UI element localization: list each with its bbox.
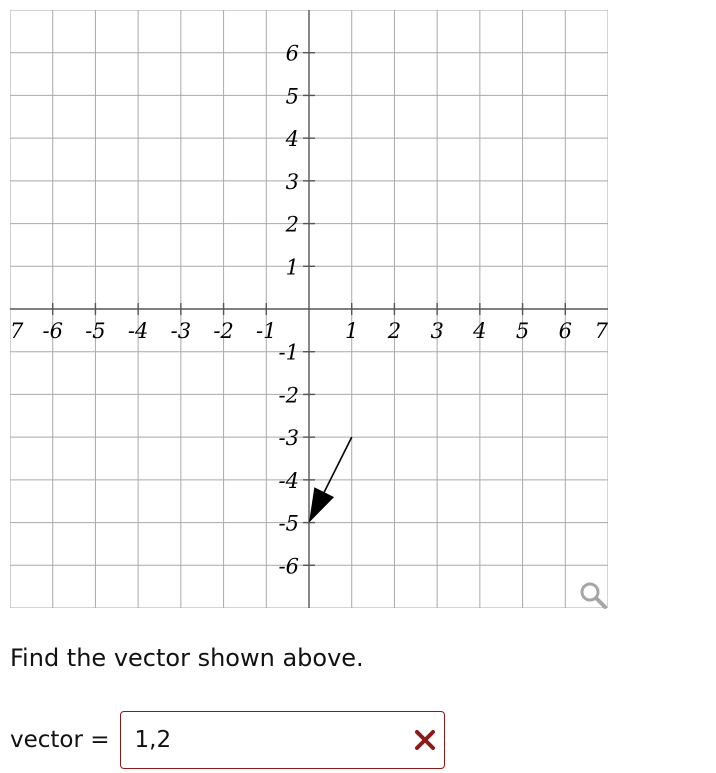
x-tick-label: 7 [594, 319, 608, 343]
answer-box[interactable] [120, 711, 445, 769]
y-tick-label: 5 [285, 84, 299, 109]
coordinate-graph [10, 10, 608, 608]
x-tick-label: -2 [213, 319, 234, 343]
y-axis-tick-labels [279, 42, 299, 579]
x-tick-label: 1 [345, 319, 359, 343]
vector-shaft [324, 437, 352, 492]
x-tick-label: -6 [42, 319, 63, 343]
magnifier-icon[interactable] [578, 580, 608, 610]
answer-label: vector = [10, 727, 110, 753]
y-tick-label: -1 [278, 340, 299, 365]
x-tick-label: 5 [515, 319, 530, 343]
y-tick-label: 6 [285, 41, 299, 66]
question-text: Find the vector shown above. [10, 644, 364, 672]
vector-arrowhead [309, 487, 334, 522]
x-tick-label: -1 [256, 319, 277, 343]
x-tick-label: 6 [558, 319, 572, 343]
x-tick-label: -3 [170, 319, 192, 343]
y-tick-label: -5 [278, 511, 299, 536]
vector-answer-input[interactable] [135, 722, 395, 758]
x-tick-label: -5 [85, 319, 106, 343]
x-tick-label: 3 [430, 319, 444, 343]
y-tick-label: -3 [278, 426, 299, 451]
x-tick-label: 4 [473, 319, 487, 343]
graph-canvas [10, 10, 608, 608]
axes [10, 10, 608, 608]
y-tick-label: 3 [285, 169, 299, 194]
x-tick-label: -4 [127, 319, 149, 343]
y-tick-label: 1 [285, 255, 299, 280]
y-tick-label: -2 [278, 383, 299, 408]
x-tick-label: 7 [10, 319, 24, 343]
x-mark-icon [412, 727, 438, 753]
y-tick-label: -6 [278, 554, 299, 579]
y-tick-label: -4 [278, 468, 299, 493]
y-tick-label: 4 [285, 127, 299, 152]
x-tick-label: 2 [387, 319, 402, 343]
y-tick-label: 2 [285, 212, 299, 237]
answer-row [10, 710, 445, 770]
